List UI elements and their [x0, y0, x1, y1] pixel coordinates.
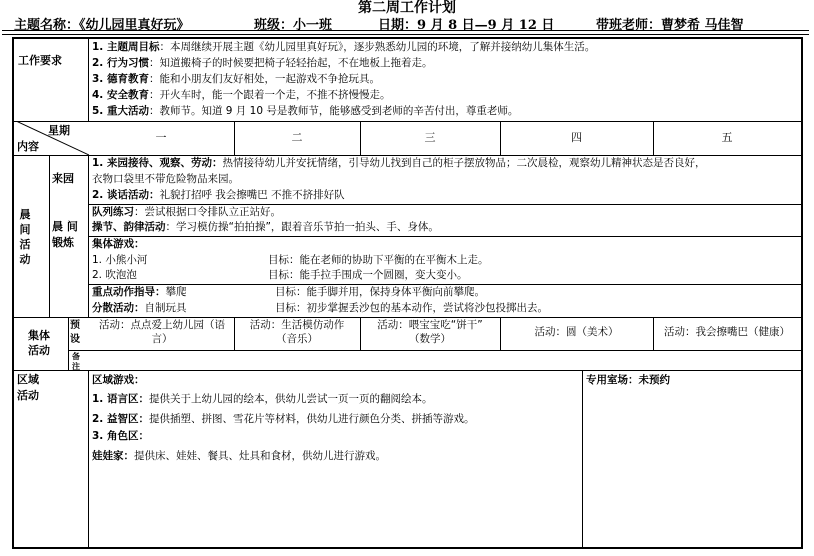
queue-text: ：尝试根据口令排队立正站好。	[134, 206, 281, 218]
class-label: 班级：	[254, 18, 294, 33]
activity-line: 活动：喂宝宝吃“饼干”	[377, 319, 483, 331]
language-key: 1. 语言区：	[92, 393, 149, 405]
group-activity-mon	[90, 318, 234, 346]
day-header-tue: 二	[291, 131, 303, 144]
col-divider	[88, 155, 89, 317]
arrival-text: 热情接待幼儿并安抚情绪，引导幼儿找到自己的柜子摆放物品；二次晨检，观察幼儿精神状态是否良好，	[222, 157, 706, 169]
document-title: 第二周工作计划	[358, 0, 456, 16]
row-divider	[14, 370, 801, 371]
language-text: 提供关于上幼儿园的绘本，供幼儿尝试一页一页的翻阅绘本。	[148, 393, 433, 405]
game-2-name: 2. 吹泡泡	[92, 269, 137, 281]
scatter-key: 分散活动：	[92, 302, 145, 314]
morning-activity-label: 晨间活动	[19, 208, 31, 266]
requirement-1	[92, 40, 595, 56]
header-double-rule	[2, 30, 809, 35]
requirement-3	[92, 72, 380, 88]
col-divider	[88, 370, 89, 547]
focus-goal: 目标：能手脚并用，保持身体平衡向前攀爬。	[275, 286, 485, 298]
group-activity-tue	[234, 318, 360, 346]
arrival-line-2: 衣物口袋里不带危险物品来园。	[92, 173, 239, 185]
queue-key: 队列练习	[92, 206, 134, 218]
special-room-value: 未预约	[638, 374, 670, 386]
arrival-label: 来园	[52, 172, 74, 185]
focus-value: 攀爬	[165, 286, 187, 298]
area-activity-label: 区域活动	[17, 373, 39, 402]
scatter-goal: 目标：初步掌握丢沙包的基本动作，尝试将沙包投掷出去。	[275, 302, 548, 314]
puzzle-text: 提供插塑、拼图、雪花片等材料，供幼儿进行颜色分类、拼插等游戏。	[148, 413, 475, 425]
requirement-key: 5. 重大活动	[92, 105, 149, 117]
doll-key: 娃娃家：	[92, 450, 134, 462]
week-label: 星期	[48, 124, 70, 137]
role-area: 3. 角色区：	[92, 430, 149, 442]
arrival-line-3	[92, 188, 345, 204]
doll-house	[92, 449, 386, 465]
requirement-text: ：开火车时，能一个跟着一个走，不推不挤慢慢走。	[148, 89, 391, 101]
arrival-key: 1. 来园接待、观察、劳动：	[92, 157, 223, 169]
plan-table	[12, 37, 803, 549]
morning-exercise-label: 晨 间 锻炼	[52, 220, 78, 249]
group-activity-label: 集体活动	[28, 329, 50, 357]
language-area	[92, 392, 432, 408]
scatter-activity	[92, 301, 187, 317]
row-divider	[68, 350, 801, 351]
puzzle-key: 2. 益智区：	[92, 413, 149, 425]
activity-subject: （音乐）	[276, 333, 318, 345]
requirement-text: ：教师节。知道 9 月 10 号是教师节，能够感受到老师的辛苦付出，尊重老师。	[148, 105, 519, 117]
date-label: 日期：	[378, 18, 418, 33]
group-games-title: 集体游戏：	[92, 238, 145, 250]
activity-line: 活动：生活模仿动作	[249, 319, 345, 331]
focus-key: 重点动作指导：	[92, 286, 166, 298]
teacher-value: 曹梦希 马佳智	[661, 18, 744, 33]
queue-practice	[92, 205, 281, 221]
activity-subject: 言）	[151, 333, 173, 345]
rhythm-key: 操节、韵律活动	[92, 221, 166, 233]
area-games-title: 区域游戏：	[92, 374, 145, 386]
special-room-key: 专用室场：	[586, 374, 639, 386]
scatter-value: 自制玩具	[144, 302, 187, 314]
requirement-key: 3. 德育教育	[92, 73, 149, 85]
game-1-goal: 目标：能在老师的协助下平衡的在平衡木上走。	[268, 254, 489, 266]
day-header-mon: 一	[155, 131, 167, 144]
requirement-text: ：本周继续开展主题《幼儿园里真好玩》，逐步熟悉幼儿园的环境，了解并接纳幼儿集体生活。	[159, 41, 596, 53]
focus-guidance	[92, 285, 187, 301]
game-2-goal: 目标：能手拉手围成一个圆圈，变大变小。	[268, 269, 468, 281]
note-label: 备注	[72, 352, 80, 371]
group-activity-fri: 活动：我会擦嘴巴（健康）	[664, 326, 790, 338]
puzzle-area	[92, 412, 474, 428]
theme-value: 《幼儿园里真好玩》	[79, 18, 190, 33]
requirement-5	[92, 104, 518, 120]
activity-line: 活动：点点爱上幼儿园（语	[99, 319, 225, 331]
requirement-key: 2. 行为习惯	[92, 57, 149, 69]
preset-label: 预设	[70, 320, 80, 345]
group-activity-wed	[360, 318, 500, 346]
date-value: 9 月 8 日—9 月 12 日	[417, 18, 555, 33]
teacher-label: 带班老师：	[596, 18, 662, 33]
requirement-text: ：能和小朋友们友好相处，一起游戏不争抢玩具。	[148, 73, 380, 85]
col-divider	[68, 317, 69, 370]
activity-subject: （数学）	[409, 333, 451, 345]
col-divider	[88, 39, 89, 121]
day-header-fri: 五	[721, 131, 733, 144]
rhythm-activity	[92, 220, 439, 236]
requirement-key: 1. 主题周目标	[92, 41, 160, 53]
row-divider	[88, 236, 801, 237]
work-requirements-label: 工作要求	[18, 54, 62, 67]
special-room	[586, 373, 670, 389]
talk-key: 2. 谈话活动：	[92, 189, 160, 201]
talk-text: 礼貌打招呼 我会擦嘴巴 不推不挤排好队	[159, 189, 345, 201]
arrival-line-1	[92, 156, 705, 172]
game-1-name: 1. 小熊小河	[92, 254, 148, 266]
day-header-thu: 四	[571, 131, 582, 144]
class-value: 小一班	[293, 18, 333, 33]
requirement-text: ：知道搬椅子的时候要把椅子轻轻抬起，不在地板上拖着走。	[148, 57, 433, 69]
theme-label: 主题名称：	[14, 18, 80, 33]
rhythm-text: ：学习模仿操“拍拍操”，跟着音乐节拍一拍头、手、身体。	[165, 221, 439, 233]
doll-text: 提供床、娃娃、餐具、灶具和食材，供幼儿进行游戏。	[134, 450, 386, 462]
group-activity-thu: 活动：圆（美术）	[534, 326, 619, 338]
col-divider	[49, 155, 50, 317]
content-label: 内容	[17, 140, 39, 153]
requirement-key: 4. 安全教育	[92, 89, 149, 101]
requirement-2	[92, 56, 432, 72]
col-divider	[582, 370, 583, 547]
requirement-4	[92, 88, 390, 104]
day-header-wed: 三	[424, 131, 436, 144]
row-divider	[14, 121, 801, 122]
